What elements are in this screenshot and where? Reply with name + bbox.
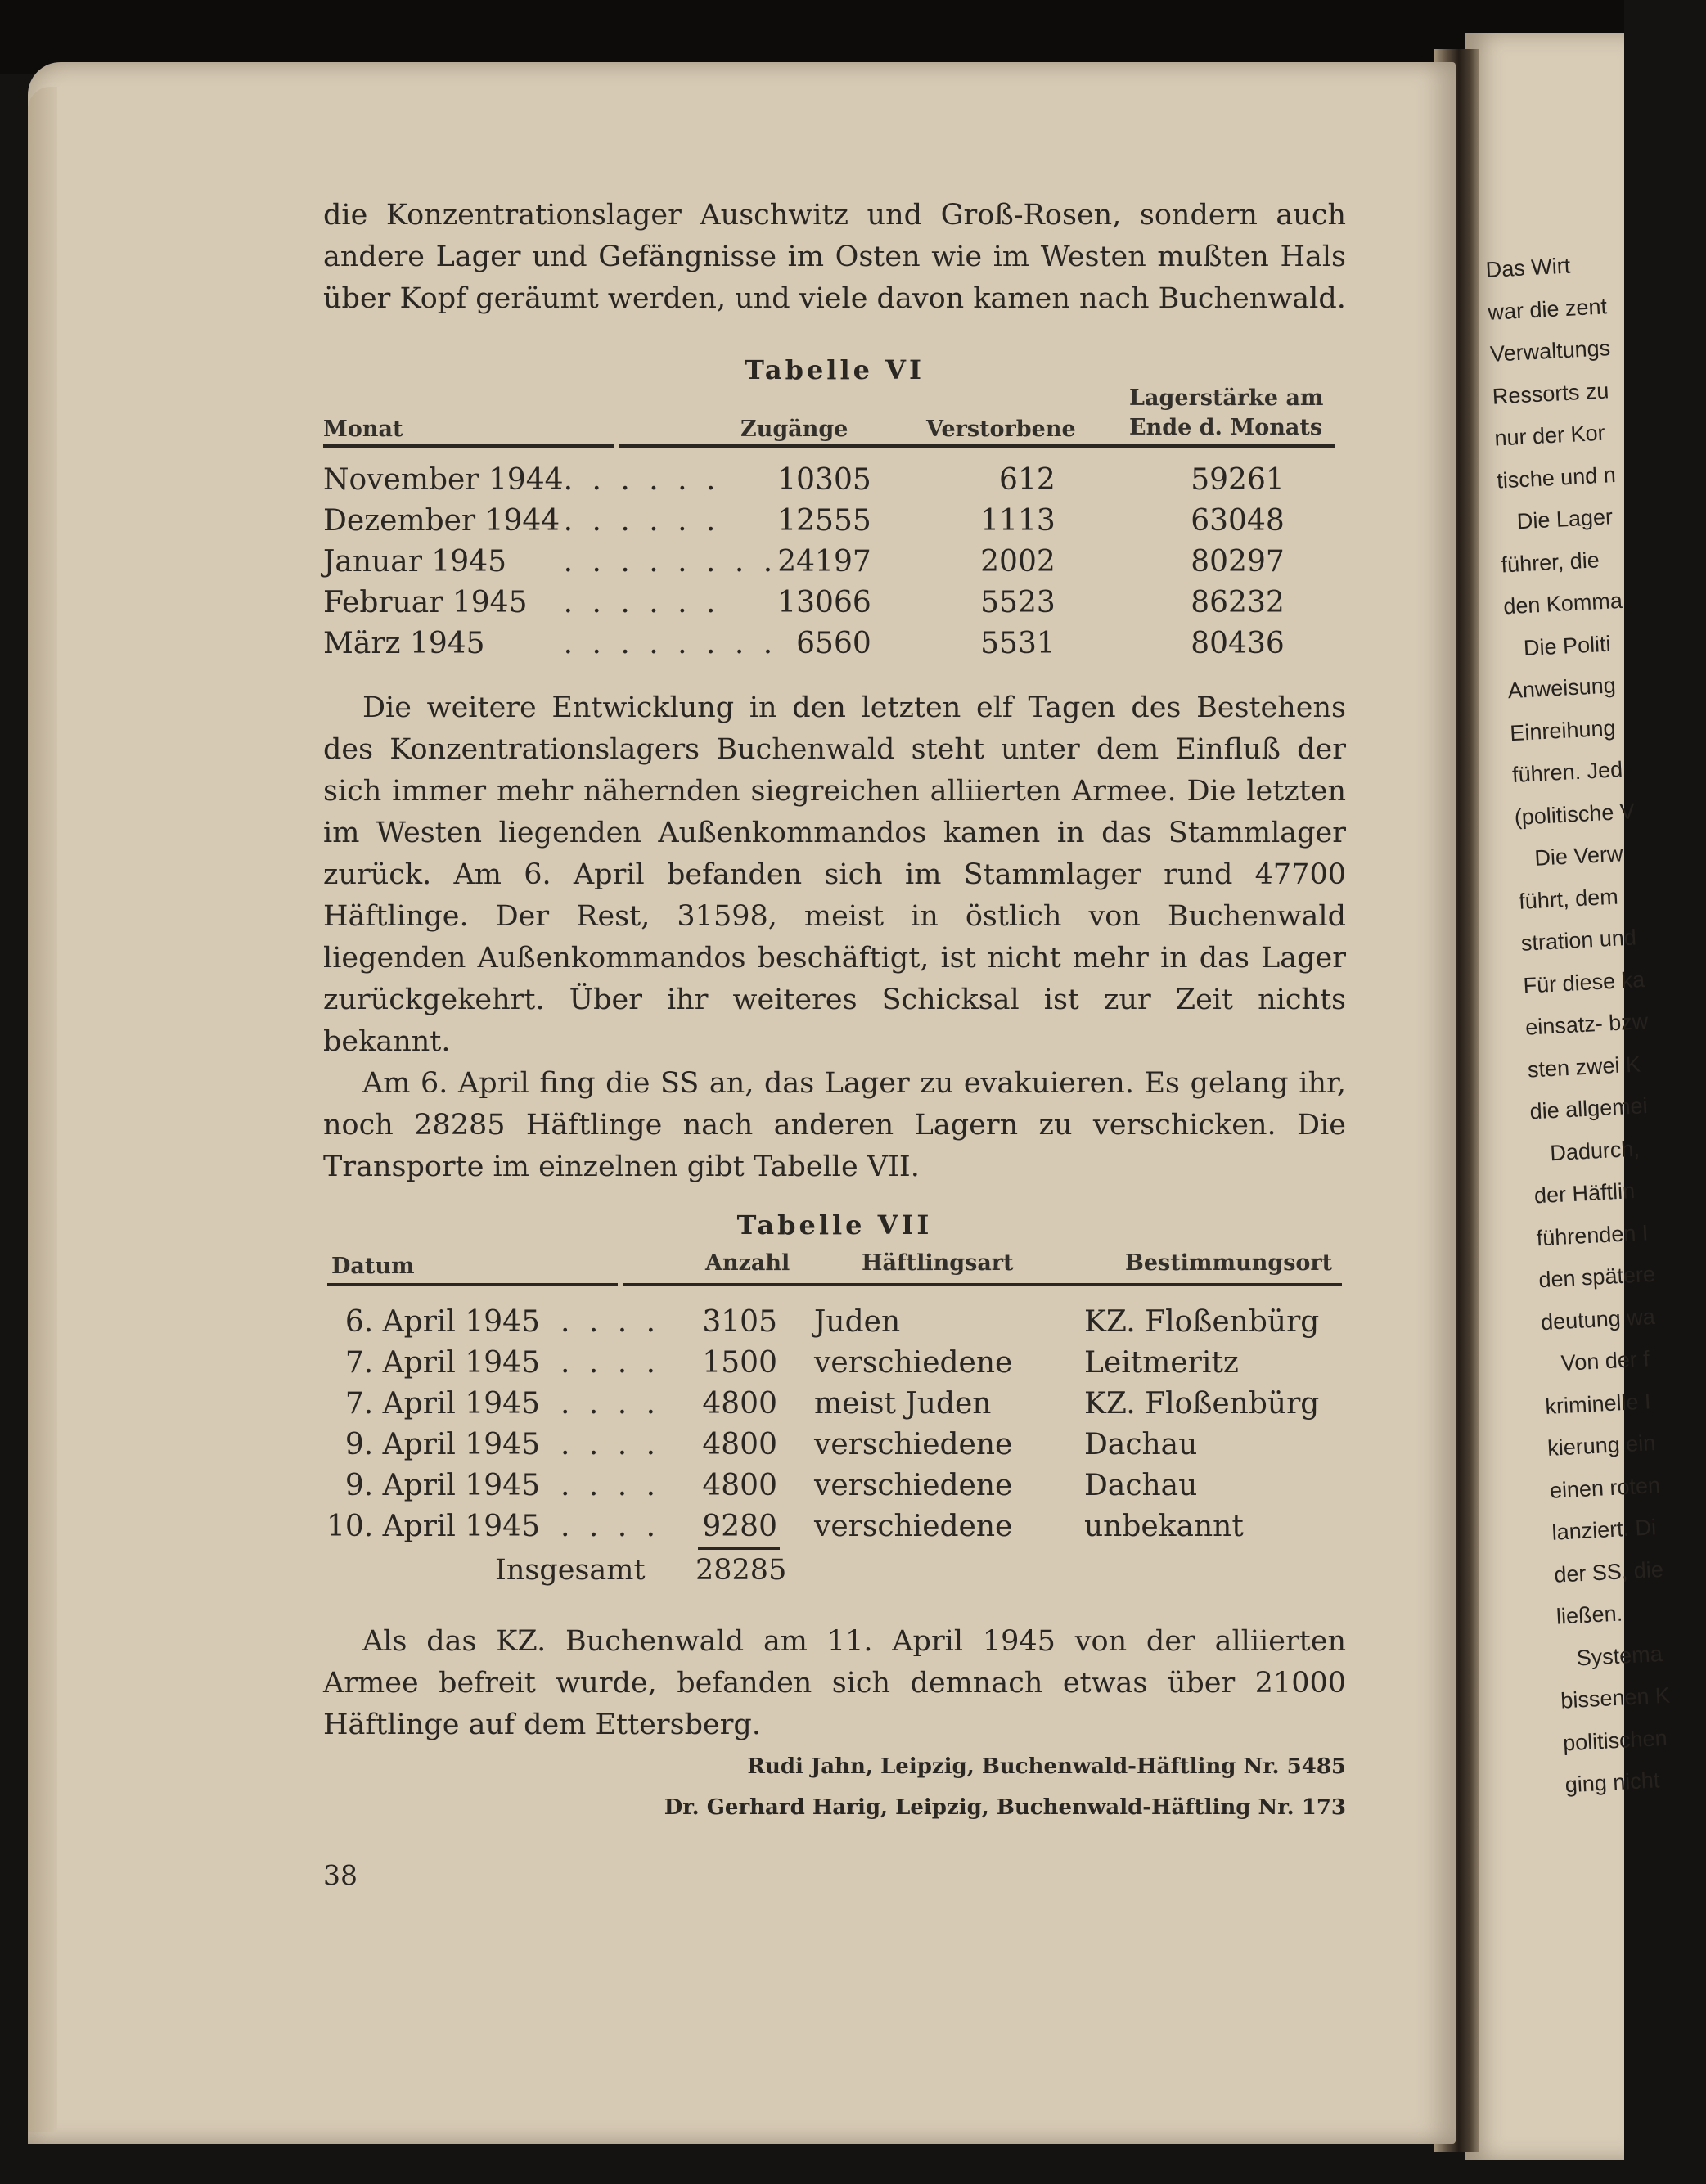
table6-cell-lagerstaerke: 80297 <box>1191 545 1285 579</box>
right-page-line: führenden I <box>1535 1219 1649 1250</box>
right-page-line: nur der Kor <box>1493 420 1606 451</box>
right-page-line: den Komma <box>1502 588 1623 619</box>
paragraph-4: Als das KZ. Buchenwald am 11. April 1945 von der alliierten Armee befreit wurde, befanden sich demnach etwas über 21000 Häftlinge auf dem Ettersberg. <box>323 1625 1346 1741</box>
table6-cell-dots: . . . . . . <box>563 586 721 619</box>
right-page-line: der SS, die <box>1553 1556 1664 1587</box>
table6-rule <box>323 444 1346 448</box>
table6-cell-dots: . . . . . . <box>563 504 721 538</box>
table7-cell-art: verschiedene <box>814 1469 1013 1502</box>
table7-cell-art: verschiedene <box>814 1346 1013 1380</box>
table7-cell-art: meist Juden <box>814 1387 992 1421</box>
table6-cell-zugaenge: 24197 <box>777 545 871 579</box>
table6-caption: Tabelle VI <box>745 354 925 385</box>
table7-cell-datum: 9. April 1945 <box>344 1428 540 1461</box>
right-page-line: sten zwei K <box>1527 1051 1641 1083</box>
table7-row <box>323 1384 1319 1425</box>
right-page-line: politischen <box>1562 1725 1668 1755</box>
table6-row <box>323 501 1285 542</box>
table6-cell-zugaenge: 6560 <box>796 627 871 660</box>
table7-cell-anzahl: 4800 <box>702 1469 777 1502</box>
table6-header <box>323 387 1346 444</box>
table7-total-label: Insgesamt <box>495 1554 646 1587</box>
table7-cell-datum: 7. April 1945 <box>344 1387 540 1421</box>
table7-row <box>323 1425 1319 1466</box>
table7-total-value: 28285 <box>695 1554 787 1587</box>
table6-row <box>323 624 1285 664</box>
table7-cell-art: verschiedene <box>814 1510 1013 1543</box>
table6-header-monat: Monat <box>323 417 403 442</box>
right-page-line: ging nicht <box>1564 1767 1661 1798</box>
right-page-line: lanziert. Di <box>1551 1515 1657 1545</box>
right-page-line: stration und <box>1520 925 1637 956</box>
table7-cell-dots: . . . . <box>560 1387 661 1421</box>
table7-header-bestimmungsort: Bestimmungsort <box>1125 1250 1333 1276</box>
right-page-line: Ressorts zu <box>1492 377 1610 409</box>
right-page-line: ließen. <box>1555 1601 1623 1629</box>
right-page-line: Verwaltungs <box>1489 335 1611 367</box>
table6-cell-lagerstaerke: 59261 <box>1191 463 1285 497</box>
right-page-line: deutung wa <box>1540 1304 1656 1335</box>
paragraph-intro: die Konzentrationslager Auschwitz und Groß-Rosen, sondern auch andere Lager und Gefängnisse im Osten wie im Westen mußten Hals über Kopf geräumt werden, und viele davon kamen nach Buchenwald. <box>323 199 1346 315</box>
right-page-line: führen. Jed <box>1511 757 1623 788</box>
right-page-line: Für diese ka <box>1522 966 1645 998</box>
table6-row <box>323 583 1285 624</box>
signature-1: Rudi Jahn, Leipzig, Buchenwald-Häftling Nr. 5485 <box>747 1754 1346 1779</box>
right-page-line: bissenen K <box>1560 1682 1671 1713</box>
right-page-line: Die Verw <box>1533 841 1624 871</box>
right-page-line: Dadurch, <box>1549 1136 1641 1165</box>
table6-header-zugaenge: Zugänge <box>740 417 848 442</box>
right-page-line: Von der f <box>1560 1346 1650 1376</box>
page-number: 38 <box>323 1859 358 1891</box>
table6-header-verstorbene: Verstorbene <box>926 417 1076 442</box>
right-page-line: Einreihung <box>1509 714 1617 745</box>
right-page-line: war die zent <box>1487 293 1608 325</box>
right-page-line: einen roten <box>1549 1472 1661 1503</box>
table6-cell-zugaenge: 13066 <box>777 586 871 619</box>
table6-row <box>323 460 1285 501</box>
table7-header <box>323 1242 1346 1283</box>
table7-cell-dots: . . . . <box>560 1469 661 1502</box>
table6-cell-monat: November 1944 <box>323 463 564 497</box>
table7-cell-dots: . . . . <box>560 1305 661 1339</box>
table7-cell-anzahl: 4800 <box>702 1428 777 1461</box>
right-page-line: Die Lager <box>1516 504 1614 534</box>
table7-cell-art: Juden <box>814 1305 901 1339</box>
table7-header-datum: Datum <box>331 1254 415 1279</box>
right-page-line: führer, die <box>1500 547 1600 577</box>
page-content <box>323 195 1346 1891</box>
table7-cell-datum: 6. April 1945 <box>344 1305 540 1339</box>
table7-cell-art: verschiedene <box>814 1428 1013 1461</box>
table6-header-lagerstaerke-line1: Lagerstärke am <box>1129 385 1324 411</box>
table6-cell-lagerstaerke: 86232 <box>1191 586 1285 619</box>
table6 <box>323 460 1285 664</box>
table6-row <box>323 542 1285 583</box>
table7-total-rule <box>698 1547 780 1550</box>
table6-cell-verstorbene: 2002 <box>980 545 1056 579</box>
signature-2: Dr. Gerhard Harig, Leipzig, Buchenwald-Häftling Nr. 173 <box>664 1795 1346 1820</box>
table6-cell-monat: Januar 1945 <box>323 545 506 579</box>
table6-cell-zugaenge: 12555 <box>777 504 871 538</box>
table6-cell-zugaenge: 10305 <box>777 463 871 497</box>
table7-row <box>323 1302 1319 1343</box>
table6-cell-monat: März 1945 <box>323 627 485 660</box>
table6-cell-dots: . . . . . . . . <box>563 627 778 660</box>
table7-cell-ort: KZ. Floßenbürg <box>1084 1305 1320 1339</box>
right-page-line: der Häftlin <box>1533 1178 1636 1209</box>
table7-cell-datum: 7. April 1945 <box>344 1346 540 1380</box>
right-page-line: Die Politi <box>1523 631 1612 660</box>
table7-cell-dots: . . . . <box>560 1346 661 1380</box>
table7-header-haeftlingsart: Häftlingsart <box>862 1250 1014 1276</box>
table6-header-lagerstaerke-line2: Ende d. Monats <box>1129 415 1323 440</box>
table6-cell-dots: . . . . . . . . <box>563 545 778 579</box>
table7-cell-datum: 9. April 1945 <box>344 1469 540 1502</box>
table7 <box>323 1302 1319 1547</box>
table7-rule <box>323 1283 1346 1287</box>
right-page-line: einsatz- bzw <box>1524 1008 1649 1040</box>
table6-cell-dots: . . . . . . <box>563 463 721 497</box>
paragraph-2: Die weitere Entwicklung in den letzten elf Tagen des Bestehens des Konzentrationslagers Buchenwald steht unter dem Einfluß der sich immer mehr nähernden siegreichen alliierten Armee. Die letzten im Westen liegenden Außenkommandos kamen in das Stammlager zurück. Am 6. April befanden sich im Stammlager rund 47700 Häftlinge. Der Rest, 31598, meist in östlich von Buchenwald liegenden Außenkommandos beschäftigt, ist nicht mehr in das Lager zurückgekehrt. Über ihr weiteres Schicksal ist zur Zeit nichts bekannt. <box>323 691 1346 1058</box>
right-page-line: die allgemei <box>1528 1093 1649 1124</box>
table7-caption: Tabelle VII <box>736 1209 933 1241</box>
right-page-line: führt, dem <box>1518 884 1619 914</box>
table7-cell-datum: 10. April 1945 <box>326 1510 540 1543</box>
right-page-line: Systema <box>1575 1641 1663 1670</box>
right-page-line: Anweisung <box>1506 673 1617 704</box>
table6-cell-verstorbene: 612 <box>999 463 1056 497</box>
table6-cell-monat: Dezember 1944 <box>323 504 560 538</box>
table7-cell-ort: unbekannt <box>1084 1510 1244 1543</box>
table7-cell-ort: KZ. Floßenbürg <box>1084 1387 1320 1421</box>
paragraph-3: Am 6. April fing die SS an, das Lager zu evakuieren. Es gelang ihr, noch 28285 Häftlinge nach anderen Lagern zu verschicken. Die Transporte im einzelnen gibt Tabelle VII. <box>323 1067 1346 1183</box>
table7-cell-dots: . . . . <box>560 1510 661 1543</box>
right-page-line: den spätere <box>1537 1261 1656 1293</box>
table6-cell-lagerstaerke: 80436 <box>1191 627 1285 660</box>
table7-cell-ort: Dachau <box>1084 1428 1198 1461</box>
table7-total <box>323 1547 1346 1596</box>
table6-cell-monat: Februar 1945 <box>323 586 528 619</box>
table6-cell-verstorbene: 1113 <box>980 504 1056 538</box>
table7-cell-anzahl: 3105 <box>702 1305 777 1339</box>
table7-cell-anzahl: 9280 <box>702 1510 777 1543</box>
right-page-line: tische und n <box>1496 462 1617 493</box>
table7-cell-anzahl: 1500 <box>702 1346 777 1380</box>
table7-row <box>323 1466 1319 1506</box>
right-page-line: (politische V <box>1514 798 1636 830</box>
table6-cell-lagerstaerke: 63048 <box>1191 504 1285 538</box>
table7-cell-ort: Leitmeritz <box>1084 1346 1239 1380</box>
right-page-line: kierung ein <box>1546 1430 1656 1461</box>
table7-cell-dots: . . . . <box>560 1428 661 1461</box>
table7-cell-anzahl: 4800 <box>702 1387 777 1421</box>
right-page-line: kriminelle I <box>1544 1388 1652 1419</box>
table7-cell-ort: Dachau <box>1084 1469 1198 1502</box>
right-page-line: Das Wirt <box>1485 253 1571 282</box>
table7-header-anzahl: Anzahl <box>705 1250 790 1276</box>
page-edge <box>28 87 57 2132</box>
table7-row <box>323 1343 1319 1384</box>
table6-cell-verstorbene: 5523 <box>980 586 1056 619</box>
table6-cell-verstorbene: 5531 <box>980 627 1056 660</box>
table7-row <box>323 1506 1319 1547</box>
